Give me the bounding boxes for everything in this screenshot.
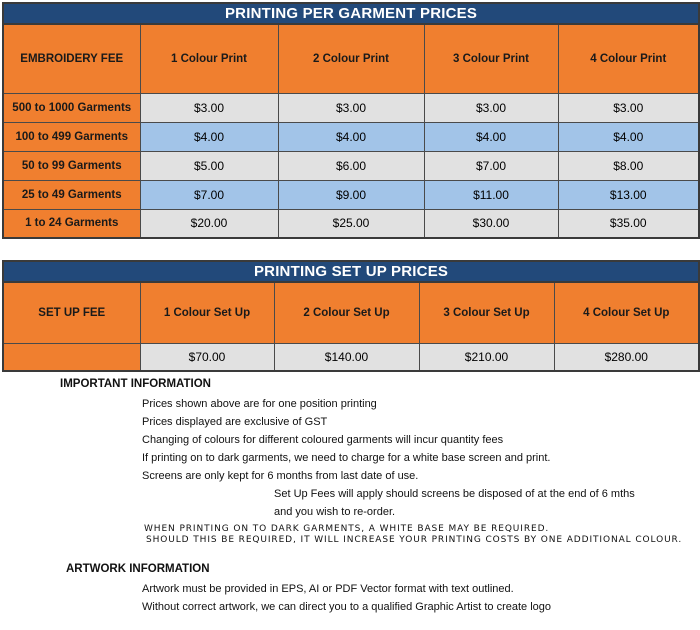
table-row (3, 151, 699, 180)
price-cell: $210.00 (419, 343, 554, 371)
header-1-colour-set-up: 1 Colour Set Up (140, 282, 274, 343)
table-row (3, 209, 699, 238)
price-cell: $140.00 (274, 343, 419, 371)
table-row (3, 122, 699, 151)
row-label: 25 to 49 Garments (3, 180, 140, 209)
price-cell: $8.00 (558, 151, 699, 180)
table-row (3, 93, 699, 122)
price-cell: $4.00 (140, 122, 278, 151)
dark-garment-notice: SHOULD THIS BE REQUIRED, IT WILL INCREASE YOUR PRINTING COSTS BY ONE ADDITIONAL COLOUR. (146, 535, 683, 545)
price-cell: $3.00 (278, 93, 424, 122)
setup-table-title: PRINTING SET UP PRICES (3, 261, 699, 282)
garment-price-table (2, 2, 700, 239)
artwork-info-heading: ARTWORK INFORMATION (66, 563, 210, 575)
price-cell: $3.00 (558, 93, 699, 122)
price-cell: $5.00 (140, 151, 278, 180)
price-cell: $70.00 (140, 343, 274, 371)
row-label (3, 343, 140, 371)
header-2-colour-print: 2 Colour Print (278, 24, 424, 93)
info-line: Prices shown above are for one position printing (142, 398, 377, 410)
price-cell: $25.00 (278, 209, 424, 238)
row-label: 50 to 99 Garments (3, 151, 140, 180)
price-cell: $11.00 (424, 180, 558, 209)
dark-garment-notice: WHEN PRINTING ON TO DARK GARMENTS, A WHITE BASE MAY BE REQUIRED. (144, 524, 550, 534)
price-cell: $4.00 (558, 122, 699, 151)
garment-table-title: PRINTING PER GARMENT PRICES (3, 3, 699, 24)
info-line-indented: Set Up Fees will apply should screens be disposed of at the end of 6 mths (274, 488, 635, 500)
row-label: 1 to 24 Garments (3, 209, 140, 238)
table-row (3, 343, 699, 371)
price-cell: $280.00 (554, 343, 699, 371)
price-cell: $6.00 (278, 151, 424, 180)
artwork-line: Artwork must be provided in EPS, AI or PDF Vector format with text outlined. (142, 583, 514, 595)
info-line: Screens are only kept for 6 months from last date of use. (142, 470, 419, 482)
header-3-colour-set-up: 3 Colour Set Up (419, 282, 554, 343)
info-line: Changing of colours for different coloured garments will incur quantity fees (142, 434, 504, 446)
price-cell: $7.00 (424, 151, 558, 180)
price-cell: $30.00 (424, 209, 558, 238)
setup-price-table (2, 260, 700, 372)
header-1-colour-print: 1 Colour Print (140, 24, 278, 93)
price-cell: $13.00 (558, 180, 699, 209)
info-line: If printing on to dark garments, we need to charge for a white base screen and print. (142, 452, 551, 464)
info-line: Prices displayed are exclusive of GST (142, 416, 328, 428)
price-cell: $4.00 (278, 122, 424, 151)
header-set-up-fee: SET UP FEE (3, 282, 140, 343)
price-cell: $4.00 (424, 122, 558, 151)
price-cell: $9.00 (278, 180, 424, 209)
price-cell: $3.00 (140, 93, 278, 122)
header-embroidery-fee: EMBROIDERY FEE (3, 24, 140, 93)
price-cell: $7.00 (140, 180, 278, 209)
header-2-colour-set-up: 2 Colour Set Up (274, 282, 419, 343)
table-row (3, 180, 699, 209)
header-4-colour-set-up: 4 Colour Set Up (554, 282, 699, 343)
header-4-colour-print: 4 Colour Print (558, 24, 699, 93)
important-info-heading: IMPORTANT INFORMATION (60, 378, 211, 390)
header-3-colour-print: 3 Colour Print (424, 24, 558, 93)
info-line-indented: and you wish to re-order. (274, 506, 396, 518)
artwork-line: Without correct artwork, we can direct you to a qualified Graphic Artist to create logo (142, 601, 552, 613)
row-label: 100 to 499 Garments (3, 122, 140, 151)
price-cell: $35.00 (558, 209, 699, 238)
price-cell: $20.00 (140, 209, 278, 238)
row-label: 500 to 1000 Garments (3, 93, 140, 122)
price-cell: $3.00 (424, 93, 558, 122)
